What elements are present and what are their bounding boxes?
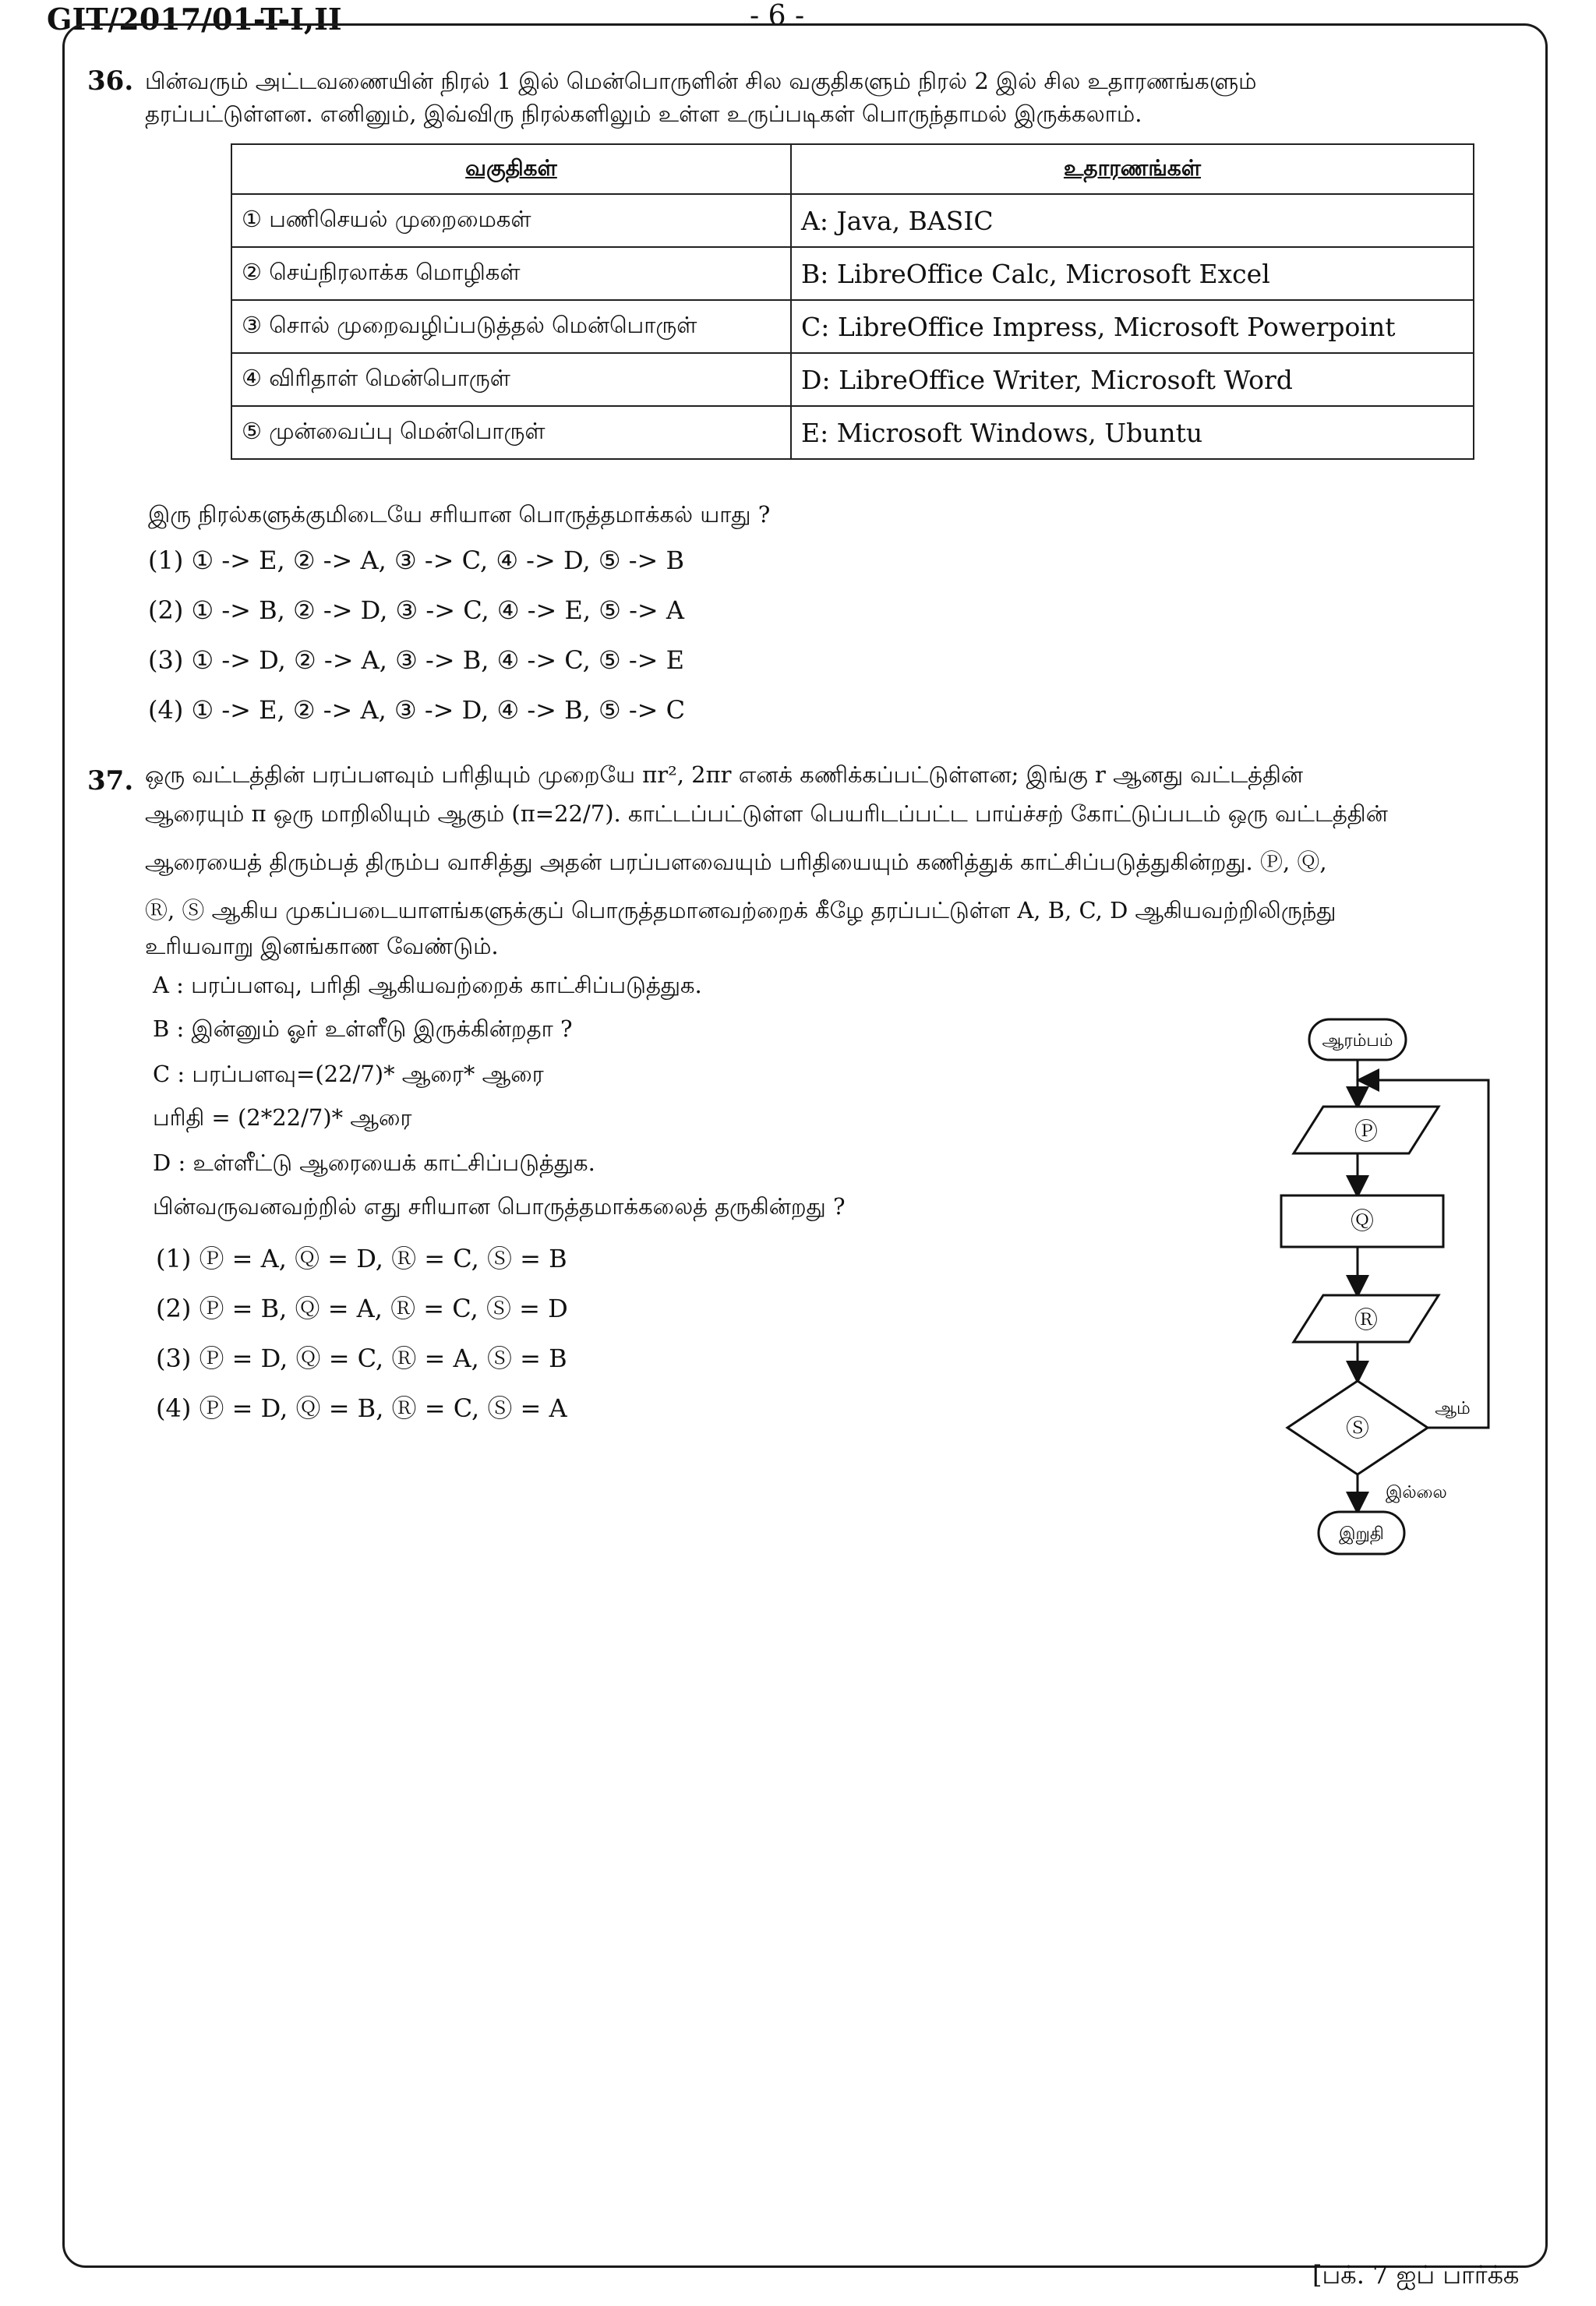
table-row — [231, 194, 1474, 247]
question-36-option-4: (4) ① -> E, ② -> A, ③ -> D, ④ -> B, ⑤ -> C — [148, 695, 686, 725]
question-37-option-4: (4) Ⓟ = D, Ⓠ = B, Ⓡ = C, Ⓢ = A — [156, 1393, 567, 1423]
table-cell-category: ③ சொல் முறைவழிப்படுத்தல் மென்பொருள் — [231, 300, 791, 353]
table-row — [231, 247, 1474, 300]
question-37-option-3: (3) Ⓟ = D, Ⓠ = C, Ⓡ = A, Ⓢ = B — [156, 1344, 567, 1373]
question-36-number: 36. — [87, 65, 134, 97]
table-row — [231, 300, 1474, 353]
table-cell-category: ④ விரிதாள் மென்பொருள் — [231, 353, 791, 406]
question-36-stem-line2: தரப்பட்டுள்ளன. எனினும், இவ்விரு நிரல்களிலும் உள்ள உருப்படிகள் பொருந்தாமல் இருக்கலாம். — [145, 101, 1142, 127]
table-cell-example: C: LibreOffice Impress, Microsoft Powerpoint — [791, 300, 1474, 353]
flowchart-yes-label: ஆம் — [1435, 1399, 1471, 1418]
page-number: - 6 - — [750, 0, 805, 32]
table-row — [231, 353, 1474, 406]
table-cell-example: A: Java, BASIC — [791, 194, 1474, 247]
question-37-stem-line: ஒரு வட்டத்தின் பரப்பளவும் பரிதியும் முறையே πr², 2πr எனக் கணிக்கப்பட்டுள்ளன; இங்கு r ஆனது வட்டத்தின் — [145, 761, 1303, 788]
table-cell-category: ① பணிசெயல் முறைமைகள் — [231, 194, 791, 247]
flowchart-label-q: Ⓠ — [1351, 1208, 1374, 1235]
flowchart-start-label: ஆரம்பம் — [1322, 1031, 1393, 1051]
flowchart-label-s: Ⓢ — [1346, 1415, 1369, 1443]
q37-item-d: D : உள்ளீட்டு ஆரையைக் காட்சிப்படுத்துக. — [153, 1149, 595, 1176]
table-header-categories: வகுதிகள் — [231, 144, 791, 194]
table-cell-example: D: LibreOffice Writer, Microsoft Word — [791, 353, 1474, 406]
flowchart-end-label: இறுதி — [1339, 1524, 1384, 1544]
table-cell-category: ② செய்நிரலாக்க மொழிகள் — [231, 247, 791, 300]
question-36-option-1: (1) ① -> E, ② -> A, ③ -> C, ④ -> D, ⑤ -> B — [148, 546, 684, 575]
matching-table — [231, 143, 1474, 460]
table-cell-example: B: LibreOffice Calc, Microsoft Excel — [791, 247, 1474, 300]
question-37-stem-line: ஆரையைத் திரும்பத் திரும்ப வாசித்து அதன் பரப்பளவையும் பரிதியையும் கணித்துக் காட்சிப்படுத்துகின்றது. Ⓟ, Ⓠ, — [145, 849, 1327, 875]
flowchart-label-p: Ⓟ — [1354, 1118, 1378, 1146]
question-37-number: 37. — [87, 765, 134, 796]
question-37-stem-line: Ⓡ, Ⓢ ஆகிய முகப்படையாளங்களுக்குப் பொருத்தமானவற்றைக் கீழே தரப்பட்டுள்ள A, B, C, D ஆகியவற்றிலிருந்து — [145, 897, 1336, 923]
flowchart — [1262, 1005, 1543, 1574]
flowchart-no-label: இல்லை — [1386, 1483, 1447, 1503]
footer-next-page-note: [பக். 7 ஐப் பார்க்க — [1312, 2260, 1520, 2290]
q37-item-c-continued: பரிதி = (2*22/7)* ஆரை — [153, 1104, 412, 1131]
question-37-stem-line: உரியவாறு இனங்காண வேண்டும். — [145, 933, 499, 959]
table-header-row — [231, 144, 1474, 194]
question-37-option-1: (1) Ⓟ = A, Ⓠ = D, Ⓡ = C, Ⓢ = B — [156, 1244, 567, 1273]
table-cell-example: E: Microsoft Windows, Ubuntu — [791, 406, 1474, 459]
flowchart-label-r: Ⓡ — [1354, 1307, 1378, 1334]
question-36-option-2: (2) ① -> B, ② -> D, ③ -> C, ④ -> E, ⑤ -> A — [148, 595, 684, 625]
q37-item-b: B : இன்னும் ஓர் உள்ளீடு இருக்கின்றதா ? — [153, 1015, 573, 1042]
question-37-option-2: (2) Ⓟ = B, Ⓠ = A, Ⓡ = C, Ⓢ = D — [156, 1294, 568, 1323]
q37-item-a: A : பரப்பளவு, பரிதி ஆகியவற்றைக் காட்சிப்படுத்துக. — [153, 972, 702, 998]
question-36-option-3: (3) ① -> D, ② -> A, ③ -> B, ④ -> C, ⑤ -> E — [148, 645, 684, 675]
table-header-examples: உதாரணங்கள் — [791, 144, 1474, 194]
question-37-stem-line: ஆரையும் π ஒரு மாறிலியும் ஆகும் (π=22/7). காட்டப்பட்டுள்ள பெயரிடப்பட்ட பாய்ச்சற் கோட்டுப்படம் ஒரு வட்டத்தின் — [145, 800, 1388, 827]
question-36-prompt: இரு நிரல்களுக்குமிடையே சரியான பொருத்தமாக்கல் யாது ? — [148, 501, 771, 528]
q37-item-c: C : பரப்பளவு=(22/7)* ஆரை* ஆரை — [153, 1061, 544, 1087]
table-cell-category: ⑤ முன்வைப்பு மென்பொருள் — [231, 406, 791, 459]
question-36-stem-line1: பின்வரும் அட்டவணையின் நிரல் 1 இல் மென்பொருளின் சில வகுதிகளும் நிரல் 2 இல் சில உதாரணங்களும் — [145, 68, 1257, 94]
question-37-prompt: பின்வருவனவற்றில் எது சரியான பொருத்தமாக்கலைத் தருகின்றது ? — [153, 1193, 846, 1220]
exam-code: GIT/2017/01-T-I,II — [47, 2, 342, 37]
table-row — [231, 406, 1474, 459]
